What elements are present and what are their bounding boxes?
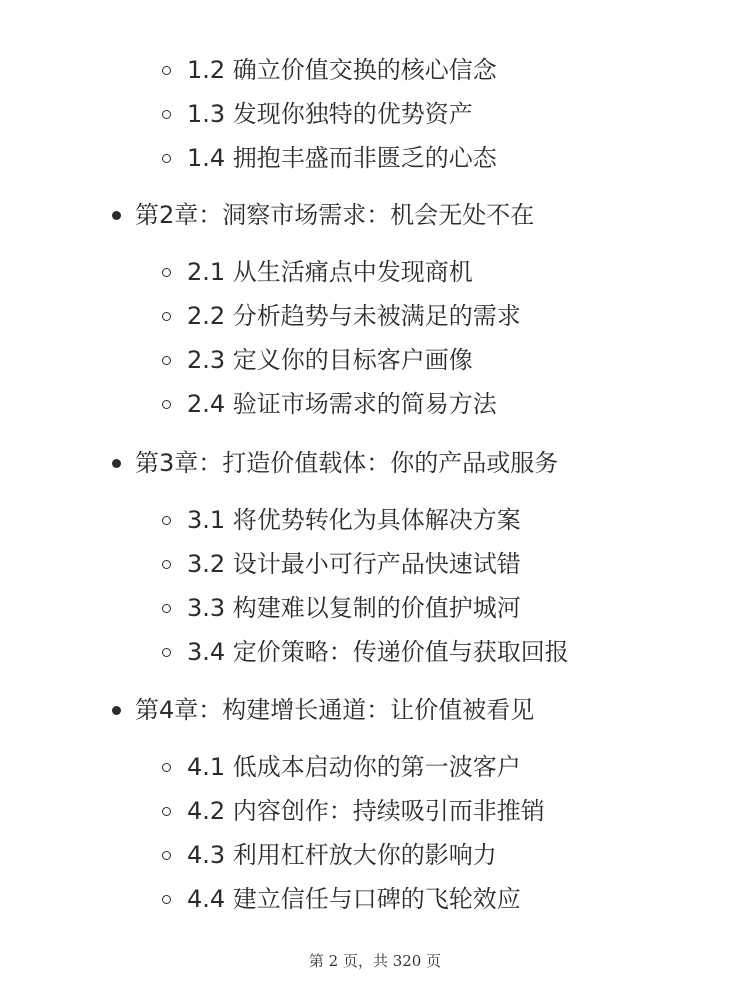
circle-bullet-icon: [162, 763, 171, 772]
toc-item-label: 1.3 发现你独特的优势资产: [187, 100, 473, 128]
circle-bullet-icon: [162, 268, 171, 277]
toc-item-label: 2.4 验证市场需求的简易方法: [187, 390, 497, 418]
circle-bullet-icon: [162, 356, 171, 365]
circle-bullet-icon: [162, 560, 171, 569]
toc-subsection-2-1: [162, 252, 473, 292]
circle-bullet-icon: [162, 66, 171, 75]
toc-item-label: 1.4 拥抱丰盛而非匮乏的心态: [187, 144, 497, 172]
disc-bullet-icon: [112, 459, 121, 468]
toc-subsection-1-3: [162, 94, 473, 134]
toc-item-label: 4.2 内容创作：持续吸引而非推销: [187, 797, 545, 825]
disc-bullet-icon: [112, 706, 121, 715]
toc-item-label: 4.4 建立信任与口碑的飞轮效应: [187, 885, 521, 913]
toc-subsection-3-1: [162, 500, 521, 540]
toc-subsection-4-4: [162, 879, 521, 919]
toc-item-label: 4.1 低成本启动你的第一波客户: [187, 753, 521, 781]
page-number-footer: 第 2 页，共 320 页: [308, 952, 442, 970]
toc-item-label: 3.3 构建难以复制的价值护城河: [187, 594, 521, 622]
toc-chapter-3: [112, 443, 558, 483]
toc-subsection-3-3: [162, 588, 521, 628]
circle-bullet-icon: [162, 648, 171, 657]
circle-bullet-icon: [162, 312, 171, 321]
toc-subsection-2-2: [162, 296, 521, 336]
toc-item-label: 2.1 从生活痛点中发现商机: [187, 258, 473, 286]
circle-bullet-icon: [162, 851, 171, 860]
toc-item-label: 3.2 设计最小可行产品快速试错: [187, 550, 521, 578]
disc-bullet-icon: [112, 211, 121, 220]
circle-bullet-icon: [162, 400, 171, 409]
toc-item-label: 3.1 将优势转化为具体解决方案: [187, 506, 521, 534]
toc-item-label: 4.3 利用杠杆放大你的影响力: [187, 841, 497, 869]
circle-bullet-icon: [162, 895, 171, 904]
toc-subsection-4-2: [162, 791, 545, 831]
toc-chapter-2: [112, 195, 534, 235]
circle-bullet-icon: [162, 604, 171, 613]
toc-subsection-3-2: [162, 544, 521, 584]
toc-subsection-1-2: [162, 50, 497, 90]
toc-subsection-2-3: [162, 340, 473, 380]
circle-bullet-icon: [162, 807, 171, 816]
toc-chapter-label: 第3章：打造价值载体：你的产品或服务: [135, 449, 559, 477]
circle-bullet-icon: [162, 110, 171, 119]
toc-subsection-4-1: [162, 747, 521, 787]
toc-subsection-3-4: [162, 632, 569, 672]
toc-subsection-1-4: [162, 138, 497, 178]
toc-chapter-label: 第2章：洞察市场需求：机会无处不在: [135, 201, 535, 229]
toc-item-label: 2.3 定义你的目标客户画像: [187, 346, 473, 374]
toc-item-label: 2.2 分析趋势与未被满足的需求: [187, 302, 521, 330]
toc-item-label: 3.4 定价策略：传递价值与获取回报: [187, 638, 569, 666]
toc-subsection-2-4: [162, 384, 497, 424]
circle-bullet-icon: [162, 154, 171, 163]
toc-subsection-4-3: [162, 835, 497, 875]
circle-bullet-icon: [162, 516, 171, 525]
toc-chapter-label: 第4章：构建增长通道：让价值被看见: [135, 696, 535, 724]
toc-chapter-4: [112, 690, 534, 730]
toc-item-label: 1.2 确立价值交换的核心信念: [187, 56, 497, 84]
